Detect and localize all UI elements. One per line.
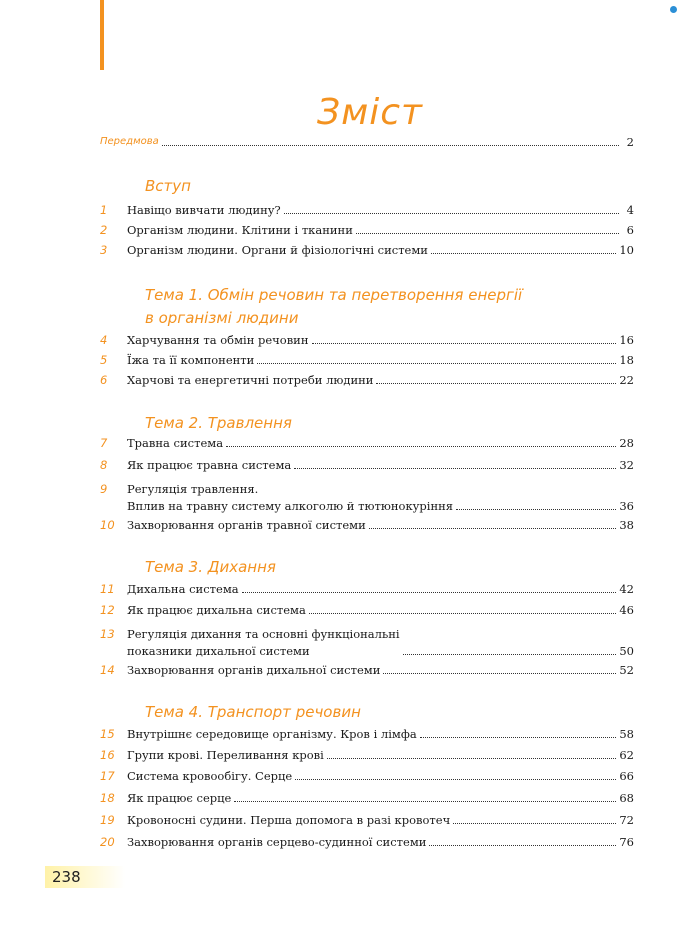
toc-entry-label [127, 482, 453, 513]
toc-entry-page: 46 [619, 603, 634, 617]
leader-dots [376, 383, 616, 384]
leader-dots [456, 509, 616, 510]
section-heading: Тема 3. Дихання [145, 558, 276, 576]
corner-logo [670, 5, 679, 13]
leader-dots [431, 253, 616, 254]
toc-entry-number: 17 [100, 769, 115, 783]
leader-dots [257, 363, 616, 364]
toc-entry-number: 2 [100, 223, 108, 237]
toc-entry-label: Організм людини. Клітини і тканини [127, 223, 353, 237]
logo-icon [670, 6, 677, 13]
leader-dots [284, 213, 619, 214]
toc-entry[interactable] [100, 663, 634, 677]
toc-entry-page: 6 [626, 223, 634, 237]
leader-dots [369, 528, 617, 529]
toc-entry-page: 76 [619, 835, 634, 849]
toc-entry[interactable] [100, 333, 634, 347]
toc-entry-preface[interactable] [100, 135, 634, 149]
toc-entry-number: 6 [100, 373, 108, 387]
toc-entry-label: Харчування та обмін речовин [127, 333, 309, 347]
toc-entry-label: Внутрішнє середовище організму. Кров і лімфа [127, 727, 417, 741]
toc-entry-label: Захворювання органів травної системи [127, 518, 366, 532]
toc-entry-number: 20 [100, 835, 115, 849]
toc-entry-label: Захворювання органів дихальної системи [127, 663, 381, 677]
toc-entry-page: 52 [619, 663, 634, 677]
toc-entry-page: 72 [619, 813, 634, 827]
toc-entry-label: Захворювання органів серцево-судинної системи [127, 835, 427, 849]
leader-dots [453, 823, 616, 824]
toc-entry-number: 3 [100, 243, 108, 257]
page-title: Зміст [316, 92, 423, 133]
toc-entry-label-line-2: показники дихальної системи [127, 644, 310, 658]
toc-entry[interactable] [100, 353, 634, 367]
toc-entry-page: 50 [619, 644, 634, 658]
leader-dots [356, 233, 619, 234]
toc-entry-label: Кровоносні судини. Перша допомога в разі кровотеч [127, 813, 451, 827]
toc-entry-number: 7 [100, 436, 108, 450]
toc-entry-page: 22 [619, 373, 634, 387]
section-heading: Тема 2. Травлення [145, 414, 292, 432]
toc-entry-label: Як працює серце [127, 791, 232, 805]
leader-dots [295, 779, 616, 780]
toc-entry-label-line-2: Вплив на травну систему алкоголю й тютюнокуріння [127, 499, 454, 513]
leader-dots [403, 654, 617, 655]
toc-entry-label: Як працює дихальна система [127, 603, 306, 617]
toc-entry-label-line-1: Регуляція дихання та основні функціональні [127, 627, 400, 641]
toc-entry-page: 32 [619, 458, 634, 472]
toc-entry-label [127, 627, 400, 658]
toc-entry-number: 16 [100, 748, 115, 762]
toc-entry[interactable] [100, 458, 634, 472]
toc-entry-label: Організм людини. Органи й фізіологічні системи [127, 243, 428, 257]
toc-entry[interactable] [100, 582, 634, 596]
toc-entry[interactable] [100, 603, 634, 617]
toc-entry-label: Їжа та її компоненти [127, 353, 255, 367]
leader-dots [327, 758, 617, 759]
toc-entry-number: 4 [100, 333, 108, 347]
toc-entry-number: 11 [100, 582, 115, 596]
toc-entry-label: Система кровообігу. Серце [127, 769, 293, 783]
leader-dots [294, 468, 616, 469]
toc-entry-number: 12 [100, 603, 115, 617]
toc-entry[interactable] [100, 835, 634, 849]
toc-entry-number: 15 [100, 727, 115, 741]
section-heading: Тема 4. Транспорт речовин [145, 703, 361, 721]
toc-entry-number: 13 [100, 627, 115, 641]
toc-entry-page: 66 [619, 769, 634, 783]
toc-entry-page: 10 [619, 243, 634, 257]
toc-entry-number: 18 [100, 791, 115, 805]
toc-entry-page: 36 [619, 499, 634, 513]
toc-entry[interactable] [100, 769, 634, 783]
top-accent-bar [100, 0, 104, 70]
toc-entry-label: Навіщо вивчати людину? [127, 203, 281, 217]
leader-dots [383, 673, 616, 674]
toc-entry-label: Травна система [127, 436, 224, 450]
toc-entry[interactable] [100, 436, 634, 450]
section-heading-line-2: в організмі людини [145, 309, 299, 327]
toc-entry-page: 4 [626, 203, 634, 217]
toc-entry-page: 16 [619, 333, 634, 347]
page-number: 238 [52, 868, 81, 886]
toc-entry-page: 2 [626, 135, 634, 149]
leader-dots [242, 592, 617, 593]
toc-entry[interactable] [100, 813, 634, 827]
leader-dots [429, 845, 616, 846]
toc-entry-page: 28 [619, 436, 634, 450]
toc-entry-number: 14 [100, 663, 115, 677]
toc-entry-label: Дихальна система [127, 582, 239, 596]
toc-entry-number: 19 [100, 813, 115, 827]
toc-entry-number: 1 [100, 203, 108, 217]
toc-entry-number: 8 [100, 458, 108, 472]
toc-entry-label: Як працює травна система [127, 458, 292, 472]
toc-entry-number: 9 [100, 482, 108, 496]
leader-dots [234, 801, 616, 802]
toc-entry-number: 10 [100, 518, 115, 532]
toc-entry-label: Харчові та енергетичні потреби людини [127, 373, 374, 387]
toc-entry[interactable] [100, 203, 634, 217]
toc-entry-page: 18 [619, 353, 634, 367]
leader-dots [420, 737, 617, 738]
toc-entry-label: Передмова [100, 136, 159, 147]
toc-entry[interactable] [100, 243, 634, 257]
toc-entry[interactable] [100, 748, 634, 762]
leader-dots [312, 343, 617, 344]
toc-entry[interactable] [100, 518, 634, 532]
toc-entry[interactable] [100, 482, 634, 513]
toc-entry-page: 58 [619, 727, 634, 741]
toc-entry[interactable] [100, 627, 634, 658]
leader-dots [309, 613, 616, 614]
section-heading: Вступ [145, 177, 191, 195]
toc-entry[interactable] [100, 373, 634, 387]
toc-entry[interactable] [100, 727, 634, 741]
toc-entry-label-line-1: Регуляція травлення. [127, 482, 259, 496]
leader-dots [226, 446, 616, 447]
toc-entry-number: 5 [100, 353, 108, 367]
toc-entry-page: 62 [619, 748, 634, 762]
toc-entry-label: Групи крові. Переливання крові [127, 748, 324, 762]
section-heading: Тема 1. Обмін речовин та перетворення енергії [145, 286, 523, 304]
toc-entry[interactable] [100, 223, 634, 237]
toc-entry-page: 42 [619, 582, 634, 596]
toc-entry[interactable] [100, 791, 634, 805]
leader-dots [162, 145, 619, 146]
toc-entry-page: 68 [619, 791, 634, 805]
toc-entry-page: 38 [619, 518, 634, 532]
